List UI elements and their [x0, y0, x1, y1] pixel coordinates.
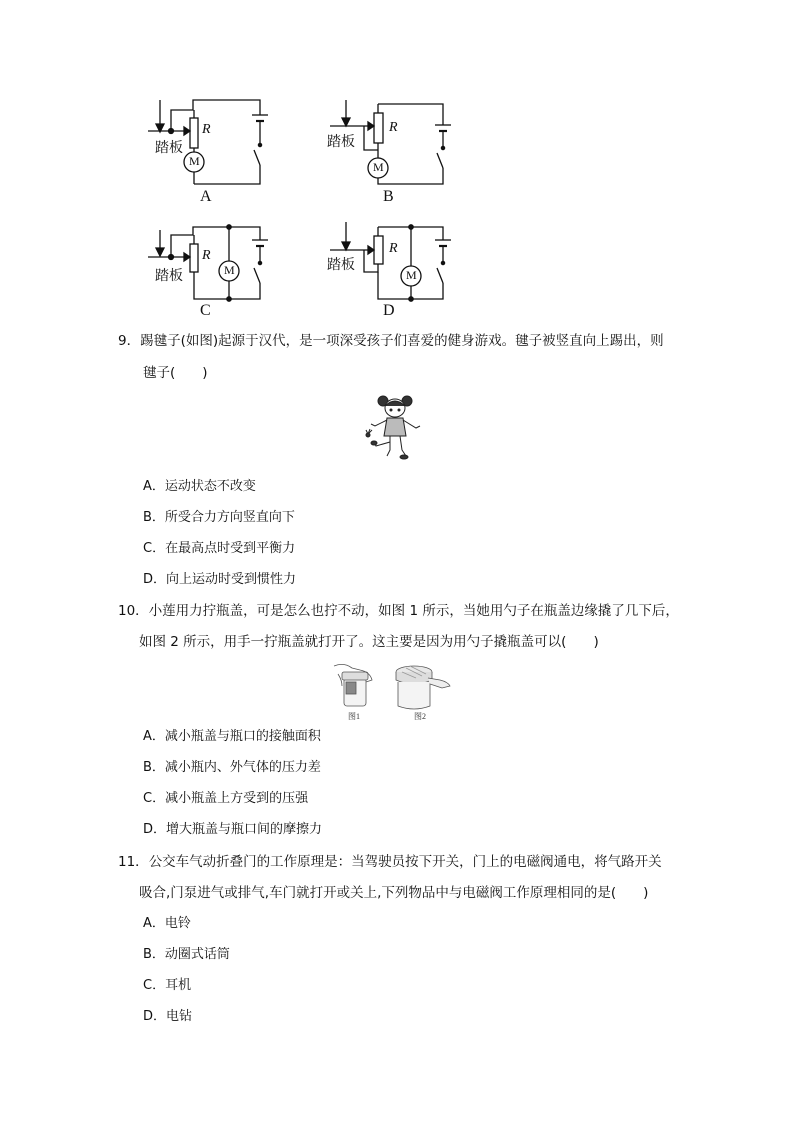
- q9-option-d: D．向上运动时受到惯性力: [143, 572, 297, 587]
- resistor-label-d: R: [389, 241, 398, 256]
- shuttlecock-girl-illustration: [360, 392, 432, 464]
- motor-label-d: M: [406, 268, 417, 282]
- q9-line2: 毽子( ): [143, 365, 208, 381]
- q11-option-b: B．动圈式话筒: [143, 947, 230, 962]
- q11-option-d: D．电钻: [143, 1009, 193, 1024]
- q9-option-b: B．所受合力方向竖直向下: [143, 510, 295, 525]
- q11-line1: 公交车气动折叠门的工作原理是：当驾驶员按下开关，门上的电磁阀通电，将气路开关: [148, 854, 662, 870]
- pedal-label-c: 踏板: [155, 269, 183, 284]
- motor-label-c: M: [224, 263, 235, 277]
- q11-number: 11．: [118, 854, 149, 870]
- q10-option-c: C．减小瓶盖上方受到的压强: [143, 791, 309, 806]
- q9-option-a: A．运动状态不改变: [143, 479, 256, 494]
- q9-stem-line1: [118, 330, 664, 352]
- q10-number: 10．: [118, 603, 149, 619]
- motor-label-b: M: [373, 160, 384, 174]
- resistor-label-a: R: [202, 122, 211, 137]
- option-label-b: B: [383, 188, 394, 205]
- q10-option-b: B．减小瓶内、外气体的压力差: [143, 760, 321, 775]
- q9-option-c: C．在最高点时受到平衡力: [143, 541, 296, 556]
- fig1-caption: 图1: [348, 712, 360, 721]
- q10-option-a: A．减小瓶盖与瓶口的接触面积: [143, 729, 321, 744]
- q11-option-c: C．耳机: [143, 978, 192, 993]
- q9-line1: 踢毽子(如图)起源于汉代，是一项深受孩子们喜爱的健身游戏。毽子被竖直向上踢出，则: [140, 333, 664, 349]
- jar-figures: [330, 660, 460, 722]
- fig1-hand-twisting-lid: [334, 664, 372, 706]
- circuit-diagrams: [0, 0, 794, 330]
- q9-number: 9．: [118, 333, 141, 349]
- q10-option-d: D．增大瓶盖与瓶口间的摩擦力: [143, 822, 323, 837]
- q10-stem-line1: [118, 600, 679, 622]
- fig2-caption: 图2: [414, 712, 426, 721]
- option-label-a: A: [200, 188, 212, 205]
- resistor-label-c: R: [202, 248, 211, 263]
- option-label-c: C: [200, 302, 211, 319]
- fig2-jar-with-spoon: [396, 666, 450, 709]
- pedal-label-a: 踏板: [155, 141, 183, 156]
- option-label-d: D: [383, 302, 395, 319]
- q11-stem-line1: [118, 851, 662, 873]
- pedal-label-d: 踏板: [327, 258, 355, 273]
- resistor-label-b: R: [389, 120, 398, 135]
- pedal-label-b: 踏板: [327, 135, 355, 150]
- q10-line2: 如图 2 所示，用手一拧瓶盖就打开了。这主要是因为用勺子撬瓶盖可以( ): [139, 634, 599, 650]
- motor-label-a: M: [189, 154, 200, 168]
- q11-line2: 吸合,门泵进气或排气,车门就打开或关上,下列物品中与电磁阀工作原理相同的是( ): [139, 885, 649, 901]
- q11-option-a: A．电铃: [143, 916, 191, 931]
- q10-line1: 小莲用力拧瓶盖，可是怎么也拧不动，如图 1 所示，当她用勺子在瓶盖边缘撬了几下后，: [148, 603, 679, 619]
